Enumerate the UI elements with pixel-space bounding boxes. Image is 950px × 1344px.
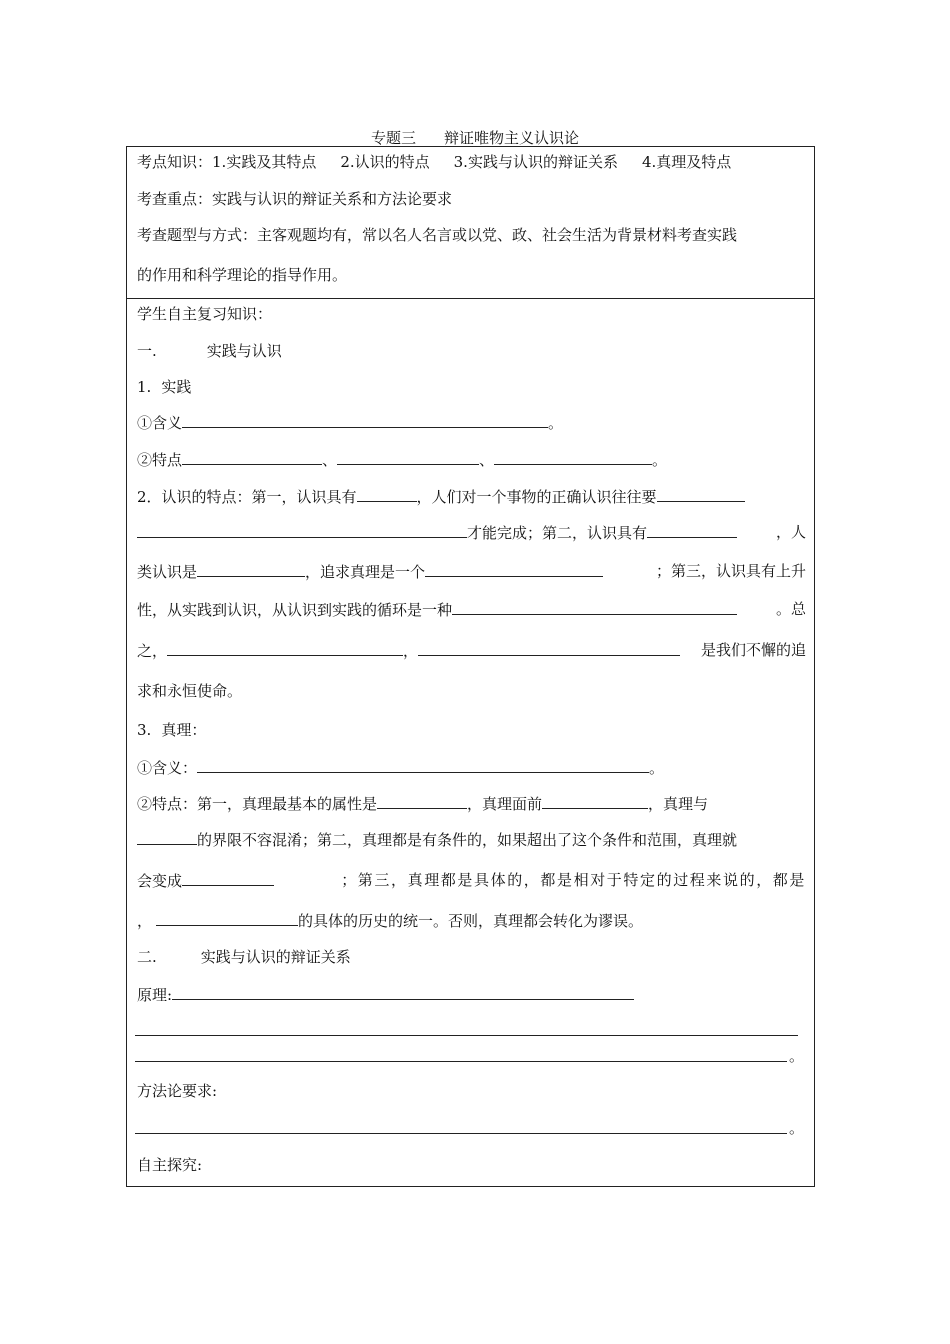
blank-feature-1[interactable] [182,449,322,465]
section-2-number: 二. [137,948,157,966]
truth-meaning-label: ①含义： [137,759,198,777]
cognition-line-2 [137,522,806,543]
punct: 。 [548,414,564,432]
blank-cognition-1[interactable] [357,486,417,502]
punct: ， [137,912,153,930]
point-1-heading [137,377,191,397]
cognition-text-h: 性，从实践到认识，从认识到实践的循环是一种 [137,601,453,619]
cognition-text-k: 是我们不懈的追 [700,641,806,659]
explore-label: 自主探究: [137,1156,203,1174]
truth-text-f1: 会变成 [137,872,183,890]
knowledge-2: 2.认识的特点 [340,153,430,171]
principle-line [137,984,634,1005]
cognition-line-6: 求和永恒使命。 [137,682,243,700]
principle-end: 。 [789,1047,805,1065]
truth-meaning [137,757,664,778]
blank-practice-meaning[interactable] [182,412,548,428]
practice-features-label: ②特点 [137,451,183,469]
section-1-title: 实践与认识 [206,342,282,360]
cognition-text-f: ，追求真理是一个 [305,563,426,581]
section-1-number: 一. [137,342,157,360]
cognition-line-1 [137,486,745,507]
method-end: 。 [789,1119,805,1137]
knowledge-4: 4.真理及特点 [641,153,732,171]
exam-format-line2: 的作用和科学理论的指导作用。 [137,266,348,284]
blank-cognition-2a[interactable] [657,486,745,502]
blank-cognition-2b[interactable] [137,522,467,538]
truth-text-d: ，真理与 [648,795,709,813]
point-1-title: 实践 [161,378,192,396]
punct: 。 [652,451,668,469]
blank-principle-1[interactable] [172,984,634,1000]
practice-features [137,449,667,470]
blank-truth-1[interactable] [377,793,467,809]
blank-principle-3[interactable] [135,1061,787,1062]
knowledge-1: 1.实践及其特点 [212,153,317,171]
knowledge-label: 考点知识： [137,153,213,171]
cognition-text-j: 之， [137,642,168,660]
page-title [0,127,950,148]
punct: 。 [649,759,665,777]
punct: 、 [322,451,338,469]
exam-focus: 考查重点：实践与认识的辩证关系和方法论要求 [137,190,453,208]
cognition-text-c: 才能完成；第二，认识具有 [467,524,648,542]
punct: 、 [479,451,495,469]
blank-cognition-8[interactable] [418,640,680,656]
truth-features-line-1 [137,793,708,814]
cognition-line-5 [137,640,806,661]
section-2-heading [137,947,351,967]
cognition-line-3 [137,561,806,582]
blank-cognition-4[interactable] [197,561,305,577]
blank-feature-2[interactable] [337,449,479,465]
truth-features-line-2 [137,829,737,850]
blank-feature-3[interactable] [494,449,652,465]
truth-features-line-4 [137,910,643,931]
method-label: 方法论要求: [137,1082,218,1100]
review-intro: 学生自主复习知识： [137,305,273,323]
practice-meaning-label: ①含义 [137,414,183,432]
blank-cognition-6[interactable] [452,599,737,615]
truth-text-g: 的具体的历史的统一。否则，真理都会转化为谬误。 [298,912,644,930]
point-3-title: 真理： [161,721,207,739]
truth-features-line-3 [137,870,806,891]
cognition-text-d: ，人 [775,523,806,541]
knowledge-3: 3.实践与认识的辩证关系 [453,153,618,171]
exam-format-line1: 考查题型与方式：主客观题均有，常以名人名言或以党、政、社会生活为背景材料考查实践 [137,226,738,244]
section-1-heading [137,341,282,361]
blank-principle-2[interactable] [135,1035,798,1036]
blank-truth-5[interactable] [156,910,298,926]
practice-meaning [137,412,563,433]
blank-cognition-5[interactable] [425,561,603,577]
cognition-text-a: 2．认识的特点：第一，认识具有 [137,488,357,506]
truth-text-b: ②特点：第一，真理最基本的属性是 [137,795,378,813]
truth-text-e: 的界限不容混淆；第二，真理都是有条件的，如果超出了这个条件和范围，真理就 [197,831,738,849]
principle-label: 原理: [137,986,173,1004]
point-3-heading [137,720,206,740]
blank-truth-3[interactable] [137,829,197,845]
title-part1: 专题三 [370,129,416,147]
blank-truth-2[interactable] [542,793,648,809]
section-2-title: 实践与认识的辩证关系 [200,948,351,966]
exam-info-box [126,146,815,299]
title-part2: 辩证唯物主义认识论 [444,129,580,147]
point-1-number: 1. [137,378,152,396]
cognition-text-g: ；第三，认识具有上升 [655,562,806,580]
blank-method[interactable] [135,1133,787,1134]
review-box [126,298,815,1187]
truth-text-c: ，真理面前 [467,795,543,813]
point-3-number: 3. [137,721,152,739]
blank-cognition-7[interactable] [167,640,403,656]
cognition-line-4 [137,599,806,620]
blank-cognition-3[interactable] [647,522,737,538]
cognition-text-b: ，人们对一个事物的正确认识往往要 [416,488,657,506]
blank-truth-4[interactable] [182,870,274,886]
punct: ， [403,642,419,660]
cognition-text-e: 类认识是 [137,563,198,581]
truth-text-f2: ；第三，真理都是具体的，都是相对于特定的过程来说的，都是 [341,871,806,889]
blank-truth-meaning[interactable] [197,757,649,773]
cognition-text-i: 。总 [775,600,806,618]
knowledge-points [137,152,731,172]
